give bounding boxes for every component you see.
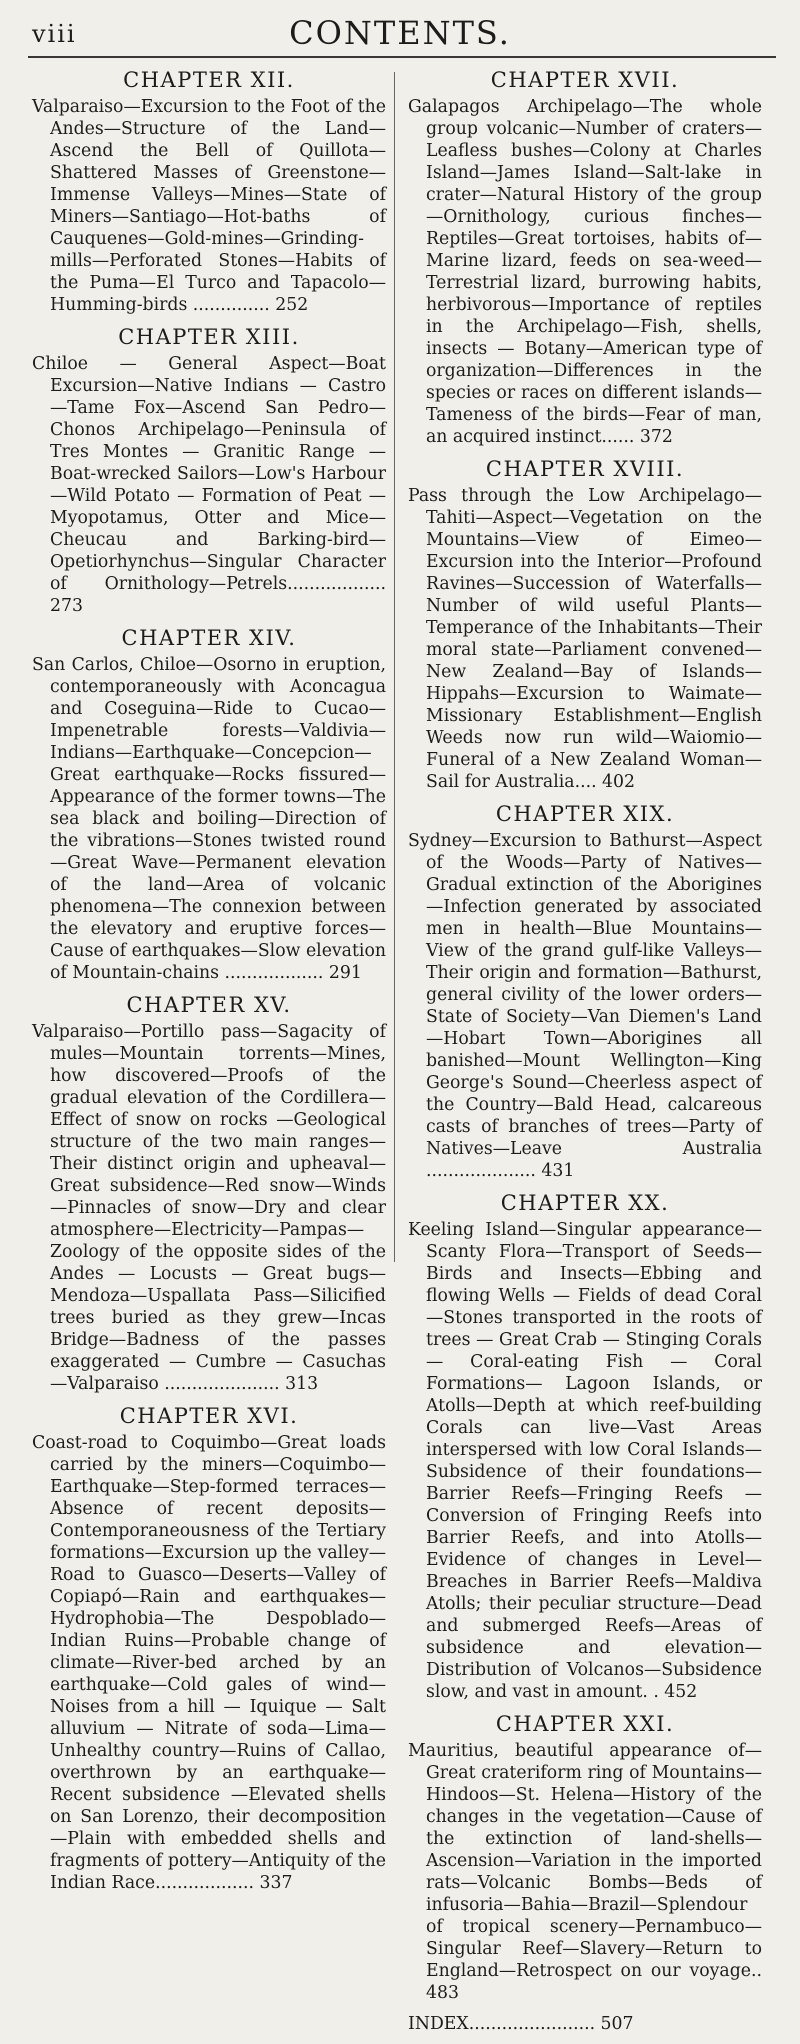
chapter-heading: CHAPTER XII. [123,68,295,92]
chapter-heading: CHAPTER XIV. [121,626,297,650]
chapter-heading: CHAPTER XVIII. [485,457,685,481]
chapter-entry [408,68,762,448]
chapter-heading: CHAPTER XXI. [495,1712,675,1736]
chapter-entry [32,993,386,1395]
right-column [408,68,762,2044]
chapter-summary: Pass through the Low Archipelago—Tahiti—Aspect—Vegetation on the Mountains—View of Eimeo—Excursion into the Interior—Profound Ravines—Succession of Waterfalls—Number of wild useful Plants—Temperance of the Inhabitants—Their moral state—Parliament convened—New Zealand—Bay of Islands—Hippahs—Excursion to Waimate—Missionary Establishment—English Weeds now run wild—Waiomio—Funeral of a New Zealand Woman—Sail for Australia.... 402 [408,486,762,792]
left-column [32,68,386,1903]
chapter-summary: Mauritius, beautiful appearance of—Great crateriform ring of Mountains—Hindoos—St. Helena—History of the changes in the vegetation—Cause of the extinction of land-shells—Ascension—Variation in the imported rats—Volcanic Bombs—Beds of infusoria—Bahia—Brazil—Splendour of tropical scenery—Pernambuco—Singular Reef—Slavery—Return to England—Retrospect on our voyage.. 483 [408,1741,762,2003]
chapter-summary: Sydney—Excursion to Bathurst—Aspect of the Woods—Party of Natives—Gradual extinction of the Aborigines—Infection generated by associated men in health—Blue Mountains—View of the grand gulf-like Valleys—Their origin and formation—Bathurst, general civility of the lower orders—State of Society—Van Diemen's Land—Hobart Town—Aborigines all banished—Mount Wellington—King George's Sound—Cheerless aspect of the Country—Bald Head, calcareous casts of branches of trees—Party of Natives—Leave Australia .................... 431 [408,831,762,1181]
header-rule [28,56,776,58]
chapter-entry [408,802,762,1182]
chapter-entry [32,68,386,316]
index-line: INDEX....................... 507 [408,2014,634,2034]
chapter-summary: Valparaiso—Portillo pass—Sagacity of mules—Mountain torrents—Mines, how discovered—Proofs of the gradual elevation of the Cordillera—Effect of snow on rocks —Geological structure of the two main ranges—Their distinct origin and upheaval—Great subsidence—Red snow—Winds—Pinnacles of snow—Dry and clear atmosphere—Electricity—Pampas—Zoology of the opposite sides of the Andes — Locusts — Great bugs—Mendoza—Uspallata Pass—Silicified trees buried as they grew—Incas Bridge—Badness of the passes exaggerated — Cumbre — Casuchas—Valparaiso ..................... 313 [32,1022,386,1394]
chapter-entry [32,626,386,984]
column-divider [394,72,395,1262]
chapter-entry [408,457,762,793]
chapter-summary: Galapagos Archipelago—The whole group volcanic—Number of craters—Leafless bushes—Colony at Charles Island—James Island—Salt-lake in crater—Natural History of the group—Ornithology, curious finches—Reptiles—Great tortoises, habits of—Marine lizard, feeds on sea-weed—Terrestrial lizard, burrowing habits, herbivorous—Importance of reptiles in the Archipelago—Fish, shells, insects — Botany—American type of organization—Differences in the species or races on different islands—Tameness of the birds—Fear of man, an acquired instinct...... 372 [408,97,762,447]
chapter-entry [408,1712,762,2004]
chapter-entry [408,1191,762,1703]
chapter-summary: Coast-road to Coquimbo—Great loads carried by the miners—Coquimbo—Earthquake—Step-formed terraces—Absence of recent deposits—Contemporaneousness of the Tertiary formations—Excursion up the valley—Road to Guasco—Deserts—Valley of Copiapó—Rain and earthquakes—Hydrophobia—The Despoblado—Indian Ruins—Probable change of climate—River-bed arched by an earthquake—Cold gales of wind—Noises from a hill — Iquique — Salt alluvium — Nitrate of soda—Lima—Unhealthy country—Ruins of Callao, overthrown by an earthquake—Recent subsidence —Elevated shells on San Lorenzo, their decomposition—Plain with embedded shells and fragments of pottery—Antiquity of the Indian Race.................. 337 [32,1433,386,1893]
running-title: CONTENTS. [289,14,511,52]
chapter-heading: CHAPTER XVI. [119,1404,299,1428]
chapter-entry [32,1404,386,1894]
chapter-heading: CHAPTER XVII. [490,68,680,92]
chapter-summary: San Carlos, Chiloe—Osorno in eruption, contemporaneously with Aconcagua and Coseguina—Ride to Cucao—Impenetrable forests—Valdivia—Indians—Earthquake—Concepcion—Great earthquake—Rocks fissured—Appearance of the former towns—The sea black and boiling—Direction of the vibrations—Stones twisted round—Great Wave—Permanent elevation of the land—Area of volcanic phenomena—The connexion between the elevatory and eruptive forces—Cause of earthquakes—Slow elevation of Mountain-chains .................. 291 [32,655,386,983]
chapter-heading: CHAPTER XV. [126,993,292,1017]
chapter-summary: Keeling Island—Singular appearance—Scanty Flora—Transport of Seeds—Birds and Insects—Ebbing and flowing Wells — Fields of dead Coral—Stones transported in the roots of trees — Great Crab — Stinging Corals — Coral-eating Fish — Coral Formations— Lagoon Islands, or Atolls—Depth at which reef-building Corals can live—Vast Areas interspersed with low Coral Islands—Subsidence of their foundations—Barrier Reefs—Fringing Reefs —Conversion of Fringing Reefs into Barrier Reefs, and into Atolls—Evidence of changes in Level—Breaches in Barrier Reefs—Maldiva Atolls; their peculiar structure—Dead and submerged Reefs—Areas of subsidence and elevation—Distribution of Volcanos—Subsidence slow, and vast in amount. . 452 [408,1220,762,1702]
chapter-heading: CHAPTER XIII. [118,325,300,349]
chapter-summary: Valparaiso—Excursion to the Foot of the Andes—Structure of the Land—Ascend the Bell of Quillota—Shattered Masses of Greenstone—Immense Valleys—Mines—State of Miners—Santiago—Hot-baths of Cauquenes—Gold-mines—Grinding-mills—Perforated Stones—Habits of the Puma—El Turco and Tapacolo—Humming-birds .............. 252 [32,97,386,315]
chapter-heading: CHAPTER XIX. [495,802,675,826]
page-number: viii [32,20,77,48]
chapter-heading: CHAPTER XX. [500,1191,670,1215]
page-header [0,14,800,54]
chapter-entry [32,325,386,617]
chapter-summary: Chiloe — General Aspect—Boat Excursion—Native Indians — Castro—Tame Fox—Ascend San Pedro—Chonos Archipelago—Peninsula of Tres Montes — Granitic Range — Boat-wrecked Sailors—Low's Harbour—Wild Potato — Formation of Peat — Myopotamus, Otter and Mice—Cheucau and Barking-bird—Opetiorhynchus—Singular Character of Ornithology—Petrels.................. 273 [32,354,386,616]
index-entry [408,2013,762,2035]
